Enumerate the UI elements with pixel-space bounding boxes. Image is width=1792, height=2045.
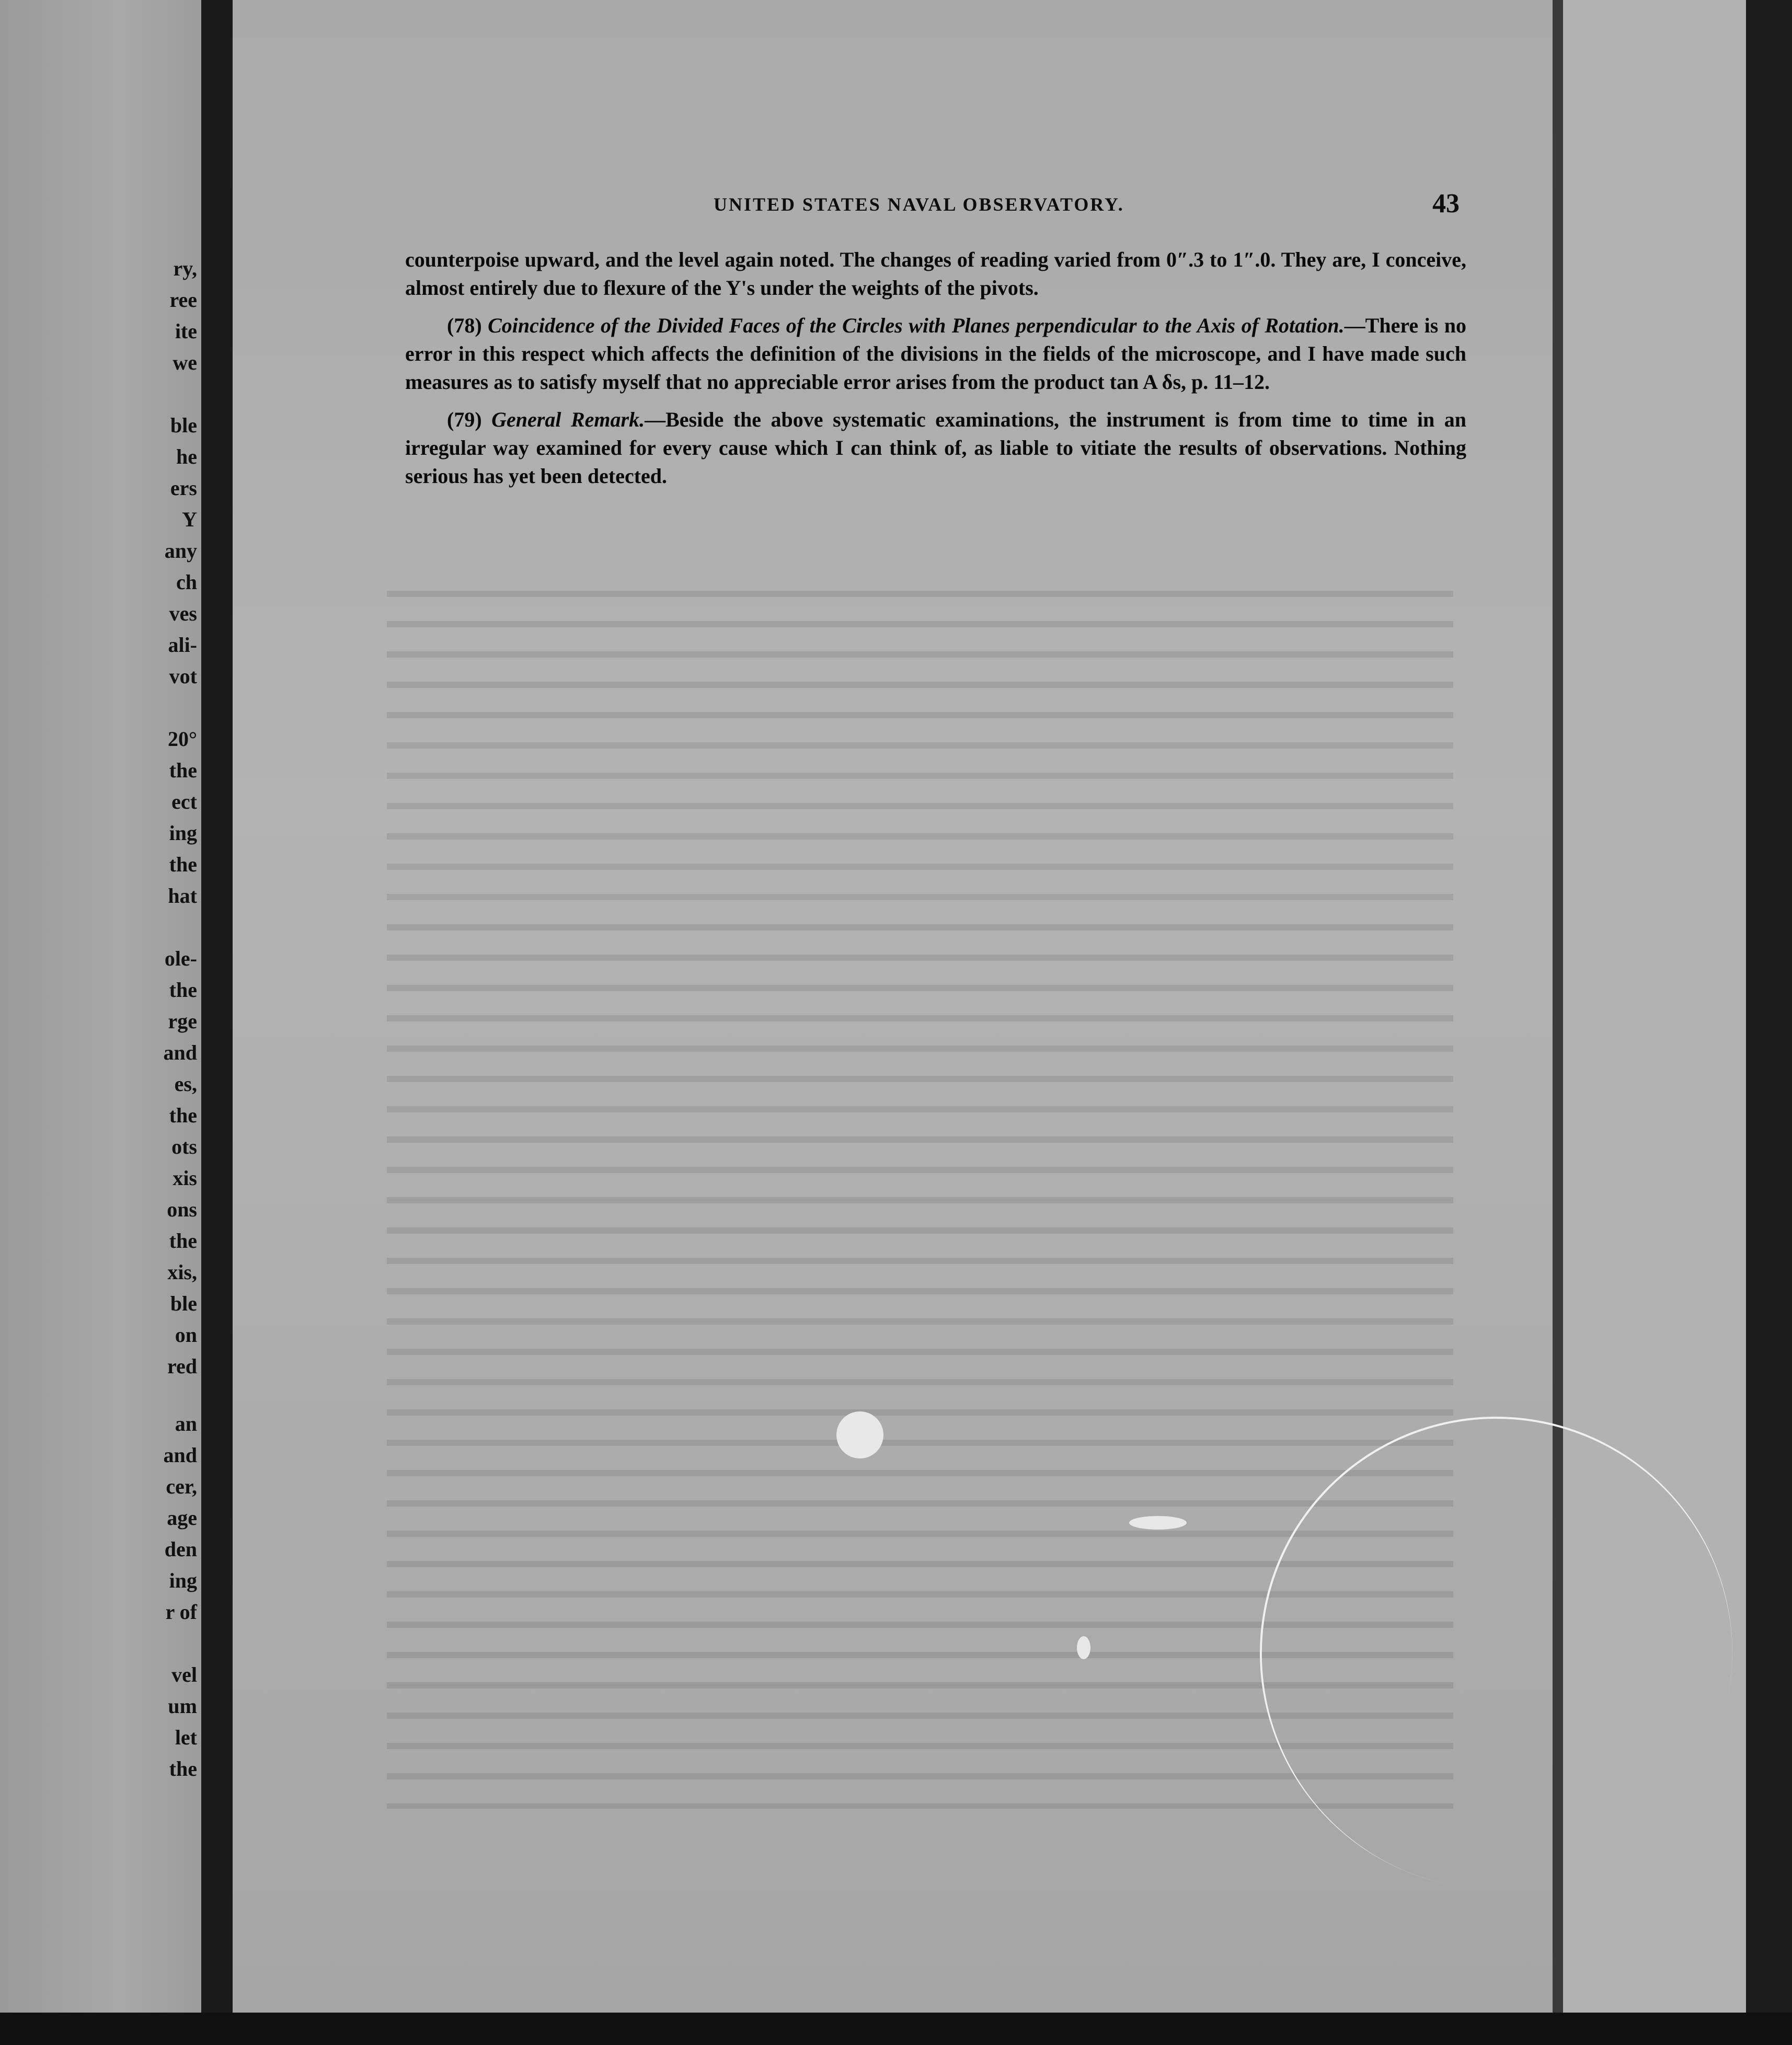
left-page-fragment-text: the — [169, 759, 197, 782]
left-page-fragment-text: um — [168, 1694, 197, 1718]
left-page-fragment-text: ree — [169, 288, 197, 312]
left-page-fragment-text: den — [164, 1537, 197, 1561]
left-page-fragment-text: ing — [169, 821, 197, 845]
section-body: —Beside the above systematic examinations, the instrument is from time to time in an irregular way examined for every cause which I can think of, as liable to vitiate the results of observations. Nothing serious has yet been detected. — [405, 408, 1467, 488]
left-page-fragment-text: the — [169, 1229, 197, 1253]
left-page-fragment-text: he — [176, 445, 197, 468]
paragraph-79 — [405, 406, 1466, 490]
left-page-fragment-text: the — [169, 853, 197, 876]
left-page-fragment-text: vel — [171, 1663, 197, 1686]
scan-speck — [1129, 1516, 1187, 1530]
left-page-fragment-text: xis, — [167, 1260, 197, 1284]
running-head: UNITED STATES NAVAL OBSERVATORY. — [714, 194, 1124, 215]
left-page-fragment-text: any — [164, 539, 197, 562]
section-title: Coincidence of the Divided Faces of the Circles with Planes perpendicular to the Axis of Rotation. — [488, 314, 1345, 337]
scan-border-right — [1746, 0, 1792, 2045]
paragraph-continuation: counterpoise upward, and the level again noted. The changes of reading varied from 0″.3 to 1″.0. They are, I conceive, almost entirely due to flexure of the Y's under the weights of the pivots. — [405, 248, 1466, 300]
left-page-fragment-text: an — [175, 1412, 197, 1435]
section-number: (79) — [447, 408, 482, 431]
left-page-fragment-text: ch — [176, 570, 197, 594]
section-number: (78) — [447, 314, 482, 337]
left-page-fragment-text: 20° — [168, 727, 197, 751]
left-page-fragment-text: ect — [171, 790, 197, 813]
left-page-fragment-text: rge — [168, 1009, 197, 1033]
left-page-fragment-text: r of — [165, 1600, 197, 1624]
left-page-fragment-text: ves — [169, 602, 197, 625]
left-page-fragment-text: and — [163, 1443, 197, 1467]
scan-speck — [1077, 1636, 1090, 1659]
left-page-fragment-text: ing — [169, 1569, 197, 1592]
left-page-fragment-text: ers — [170, 476, 197, 500]
left-page-fragment-text: we — [173, 351, 197, 374]
section-title: General Remark. — [491, 408, 645, 431]
left-page-fragment-text: ons — [167, 1198, 197, 1221]
left-page-fragment-text: hat — [168, 884, 197, 907]
scan-speck — [836, 1411, 883, 1458]
scan-border-bottom — [0, 2013, 1792, 2045]
left-page-fragment-text: cer, — [166, 1475, 197, 1498]
left-page-fragment-text: let — [175, 1726, 197, 1749]
left-page-fragment-text: ble — [170, 1292, 197, 1315]
left-page-fragment-text: age — [167, 1506, 197, 1530]
left-page-fragment-text: ots — [171, 1135, 197, 1158]
left-page-fragment-text: the — [169, 1757, 197, 1780]
left-page-fragment-text: ali- — [168, 633, 197, 657]
left-page-fragment-text: es, — [174, 1072, 197, 1096]
paragraph-78 — [405, 312, 1466, 396]
left-page-fragment-text: red — [167, 1354, 197, 1378]
left-page-fragment-text: ry, — [173, 257, 197, 280]
section-body: —There is no error in this respect which affects the definition of the divisions in the fields of the microscope, and I have made such measures as to satisfy myself that no appreciable error arises from the product tan A δs, p. 11–12. — [405, 314, 1466, 394]
left-page-fragment — [0, 0, 201, 2045]
left-page-fragment-text: and — [163, 1041, 197, 1064]
left-page-fragment-text: ole- — [164, 947, 197, 970]
left-page-fragment-text: the — [169, 1104, 197, 1127]
body-text — [405, 246, 1466, 500]
page-number: 43 — [1432, 189, 1460, 219]
left-page-fragment-text: the — [169, 978, 197, 1002]
left-page-fragment-text: on — [175, 1323, 197, 1347]
left-page-fragment-text: vot — [169, 664, 197, 688]
left-page-fragment-text: ble — [170, 413, 197, 437]
left-page-fragment-text: Y — [182, 508, 197, 531]
binding-gutter — [201, 0, 233, 2045]
left-page-fragment-text: xis — [173, 1166, 197, 1190]
left-page-fragment-text: ite — [175, 319, 197, 343]
